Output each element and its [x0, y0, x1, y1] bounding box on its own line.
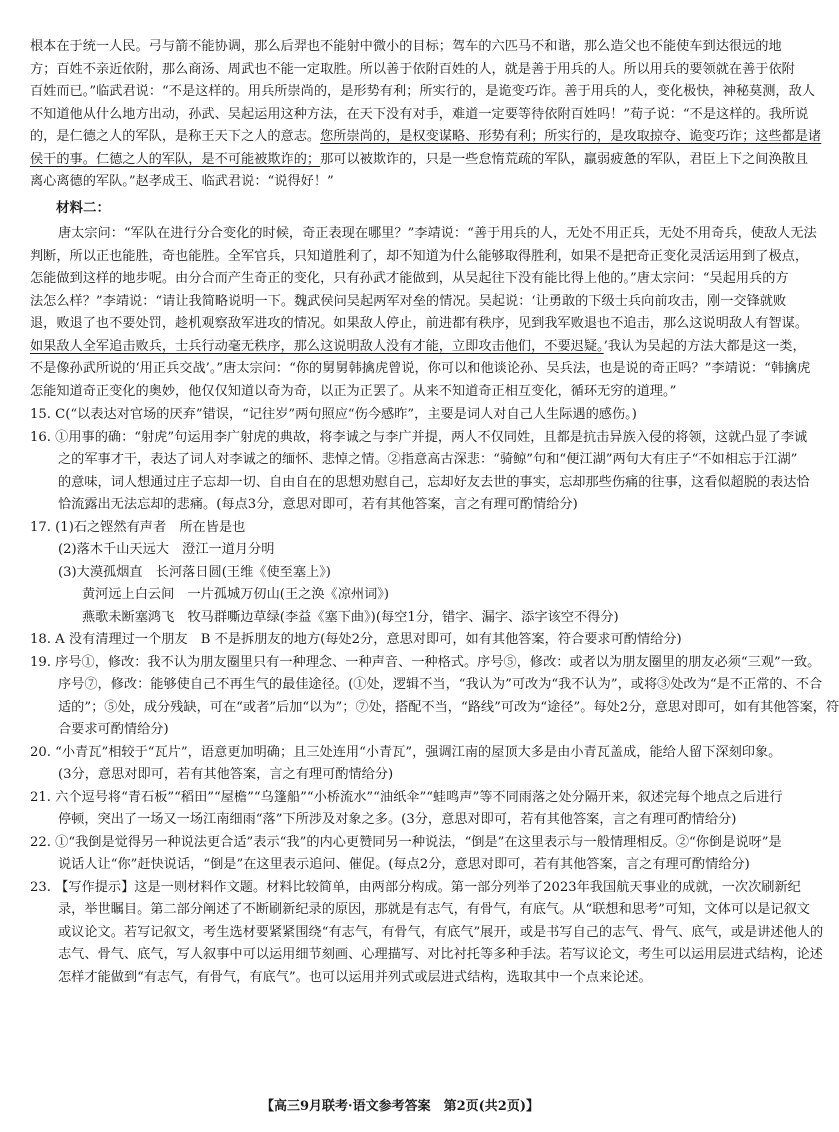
- text-line: 不是像孙武所说的‘用正兵交战’。”唐太宗问：“你的舅舅韩擒虎曾说，你可以和他谈论孙、吴兵法，也是说的奇正吗？”李靖说：“韩擒虎: [30, 361, 811, 376]
- answer-19-cont: 序号⑦，修改：能够使自己不再生气的最佳途径。(①处，逻辑不当，“我认为”可改为“我不认为”，或将③处改为“是不正常的、不合: [58, 677, 823, 692]
- text-line: 怎能知道奇正变化的奥妙，他仅仅知道以奇为奇，以正为正罢了。从来不知道奇正相互变化，循环无穷的道理。”: [30, 383, 677, 399]
- underlined-sentence: 侯干的事。仁德之人的军队，是不可能被欺诈的；: [30, 151, 321, 167]
- answer-20-cont: (3分，意思对即可，若有其他答案，言之有理可酌情给分): [58, 767, 394, 782]
- answer-19: 19. 序号①，修改：我不认为朋友圈里只有一种理念、一种声音、一种格式。序号⑤，修改：或者以为朋友圈里的朋友必须“三观”一致。: [30, 654, 821, 670]
- answer-23-cont: 或议论文。若写记叙文，考生选材要紧紧围绕“有志气，有骨气，有底气”展开，或是书写自己的志气、骨气、底气，或是讲述他人的: [58, 924, 824, 940]
- answer-17-2: (2)落木千山天远大 澄江一道月分明: [58, 542, 275, 557]
- answer-19-cont: 合要求可酌情给分): [58, 722, 169, 737]
- answer-22: 22. ①“我倒是觉得另一种说法更合适”表示“我”的内心更赞同另一种说法，“倒是”在这里表示与一般情理相反。②“你倒是说呀”是: [30, 834, 782, 850]
- text-line: 判断，所以正也能胜，奇也能胜。全军官兵，只知道胜利了，却不知道为什么能够取得胜利，如果不是把奇正变化灵活运用到了极点，: [30, 248, 809, 264]
- answer-17: 17. (1)石之铿然有声者 所在皆是也: [30, 519, 246, 535]
- material2-heading: 材料二：: [56, 200, 110, 216]
- answers-section: [30, 404, 839, 989]
- answer-18: 18. A 没有清理过一个朋友 B 不是拆朋友的地方(每处2分，意思对即可，如有其他答案，符合要求可酌情给分): [30, 632, 682, 647]
- text-line: 百姓而已。”临武君说：“不是这样的。用兵所崇尚的，是形势有利；所实行的，是诡变巧诈。善于用兵的人，变化极快，神秘莫测，敌人: [30, 84, 815, 99]
- text-line: 怎能做到这样的地步呢。由分合而产生奇正的变化，只有孙武才能做到，从吴起往下没有能比得上他的。”唐太宗问：“吴起用兵的方: [30, 271, 789, 286]
- answer-21: 21. 六个逗号将“青石板”“稻田”“屋檐”“乌篷船”“小桥流水”“油纸伞”“蛙鸣声”等不同雨落之处分隔开来，叙述完每个地点之后进行: [30, 789, 783, 805]
- answer-17-3-alt: 燕歌未断塞鸿飞 牧马群嘶边草绿(李益《塞下曲》)(每空1分，错字、漏字、添字该空不得分): [82, 609, 619, 625]
- text-line: 退，败退了也不要处罚，趁机观察敌军进攻的情况。如果敌人停止，前进都有秩序，见到我军败退也不追击，那么这说明敌人有智谋。: [30, 316, 809, 331]
- answer-22-cont: 说话人让“你”赶快说话，“倒是”在这里表示追问、催促。(每点2分，意思对即可，若有其他答案，言之有理可酌情给分): [58, 857, 750, 872]
- answer-15: 15. C(“以表达对官场的厌弃”错误，“记往岁”两句照应“伤今感昨”，主要是词人对自己人生际遇的感伤。): [30, 407, 637, 422]
- answer-16-cont: 的意味，词人想通过庄子忘却一切、自由自在的思想劝慰自己，忘却好友去世的事实，忘却那些伤痛的往事，这看似超脱的表达恰: [58, 474, 810, 490]
- answer-16-cont: 恰流露出无法忘却的悲痛。(每点3分，意思对即可，若有其他答案，言之有理可酌情给分): [58, 497, 578, 512]
- answer-20: 20. “小青瓦”相较于“瓦片”，语意更加明确；且三处连用“小青瓦”，强调江南的屋顶大多是由小青瓦盖成，能给人留下深刻印象。: [30, 744, 782, 760]
- text-line: 离心离德的军队。”赵孝成王、临武君说：“说得好！”: [30, 174, 334, 189]
- answer-16-cont: 之的军事才干，表达了词人对李诚之的缅怀、悲悼之情。②指意高古深悲：“骑鲸”句和“便江湖”两句大有庄子“不如相忘于江湖”: [58, 452, 798, 467]
- answer-23: 23. 【写作提示】这是一则材料作文题。材料比较简单，由两部分构成。第一部分列举了2023年我国航天事业的成就，一次次刷新纪: [30, 879, 801, 895]
- answer-23-cont: 录，举世瞩目。第二部分阐述了不断刷新纪录的原因，那就是有志气，有骨气，有底气。从“联想和思考”可知，文体可以是记叙文: [58, 902, 810, 917]
- text-line: 法怎么样？”李靖说：“请让我简略说明一下。魏武侯问吴起两军对垒的情况。吴起说：‘让勇敢的下级士兵向前攻击，刚一交锋就败: [30, 293, 787, 309]
- text-line: 侯干的事。仁德之人的军队，是不可能被欺诈的；那可以被欺诈的，只是一些怠惰荒疏的军队，羸弱疲惫的军队，君臣上下之间涣散且: [30, 151, 809, 167]
- answer-16: 16. ①用事的确：“射虎”句运用李广射虎的典故，将李诚之与李广并提，两人不仅同姓，且都是抗击异族入侵的将领，这就凸显了李诚: [30, 429, 808, 445]
- answer-19-cont: 适的”；⑤处，成分残缺，可在“或者”后加“以为”；⑦处，搭配不当，“路线”可改为“途径”。每处2分，意思对即可，如有其他答案，符: [58, 699, 839, 715]
- answer-23-cont: 怎样才能做到“有志气，有骨气，有底气”。也可以运用并列式或层进式结构，选取其中一个点来论述。: [58, 969, 652, 985]
- material2-passage: [30, 223, 817, 403]
- material1-passage: [30, 36, 822, 194]
- answer-23-cont: 志气、骨气、底气，写人叙事中可以运用细节刻画、心理描写、对比衬托等多种手法。若写议论文，考生可以运用层进式结构，论述: [58, 947, 823, 962]
- underlined-sentence: 如果敌人全军追击败兵，士兵行动毫无秩序，那么这说明敌人没有才能，立即攻击他们，不要迟疑。: [30, 338, 604, 354]
- text-line: 根本在于统一人民。弓与箭不能协调，那么后羿也不能射中微小的目标；驾车的六匹马不和谐，那么造父也不能使车到达很远的地: [30, 39, 782, 54]
- underlined-sentence: 您所崇尚的，是权变谋略、形势有利；所实行的，是攻取掠夺、诡变巧诈；这些都是诸: [320, 129, 822, 144]
- answer-21-cont: 停顿，突出了一场又一场江南细雨“落”下所涉及对象之多。(3分，意思对即可，若有其他答案，言之有理可酌情给分): [58, 812, 737, 827]
- text-line: 不知道他从什么地方出动，孙武、吴起运用这种方法，在天下没有对手，难道一定要等待依附百姓吗！”荀子说：“不是这样的。我所说: [30, 106, 809, 122]
- text-line: 如果敌人全军追击败兵，士兵行动毫无秩序，那么这说明敌人没有才能，立即攻击他们，不要迟疑。’我认为吴起的方法大都是这一类，: [30, 338, 806, 354]
- page-footer: 【高三9月联考·语文参考答案 第2页(共2页)】: [261, 1099, 539, 1114]
- answer-17-3-alt: 黄河远上白云间 一片孤城万仞山(王之涣《凉州词》): [82, 587, 390, 602]
- text-line: 唐太宗问：“军队在进行分合变化的时候，奇正表现在哪里？”李靖说：“善于用兵的人，无处不用正兵，无处不用奇兵，使敌人无法: [58, 226, 817, 241]
- text-line: 方；百姓不亲近依附，那么商汤、周武也不能一定取胜。所以善于依附百姓的人，就是善于用兵的人。所以用兵的要领就在善于依附: [30, 61, 795, 77]
- text-line: 的，是仁德之人的军队，是称王天下之人的意志。您所崇尚的，是权变谋略、形势有利；所实行的，是攻取掠夺、诡变巧诈；这些都是诸: [30, 129, 822, 144]
- answer-17-3: (3)大漠孤烟直 长河落日圆(王维《使至塞上》): [58, 564, 331, 580]
